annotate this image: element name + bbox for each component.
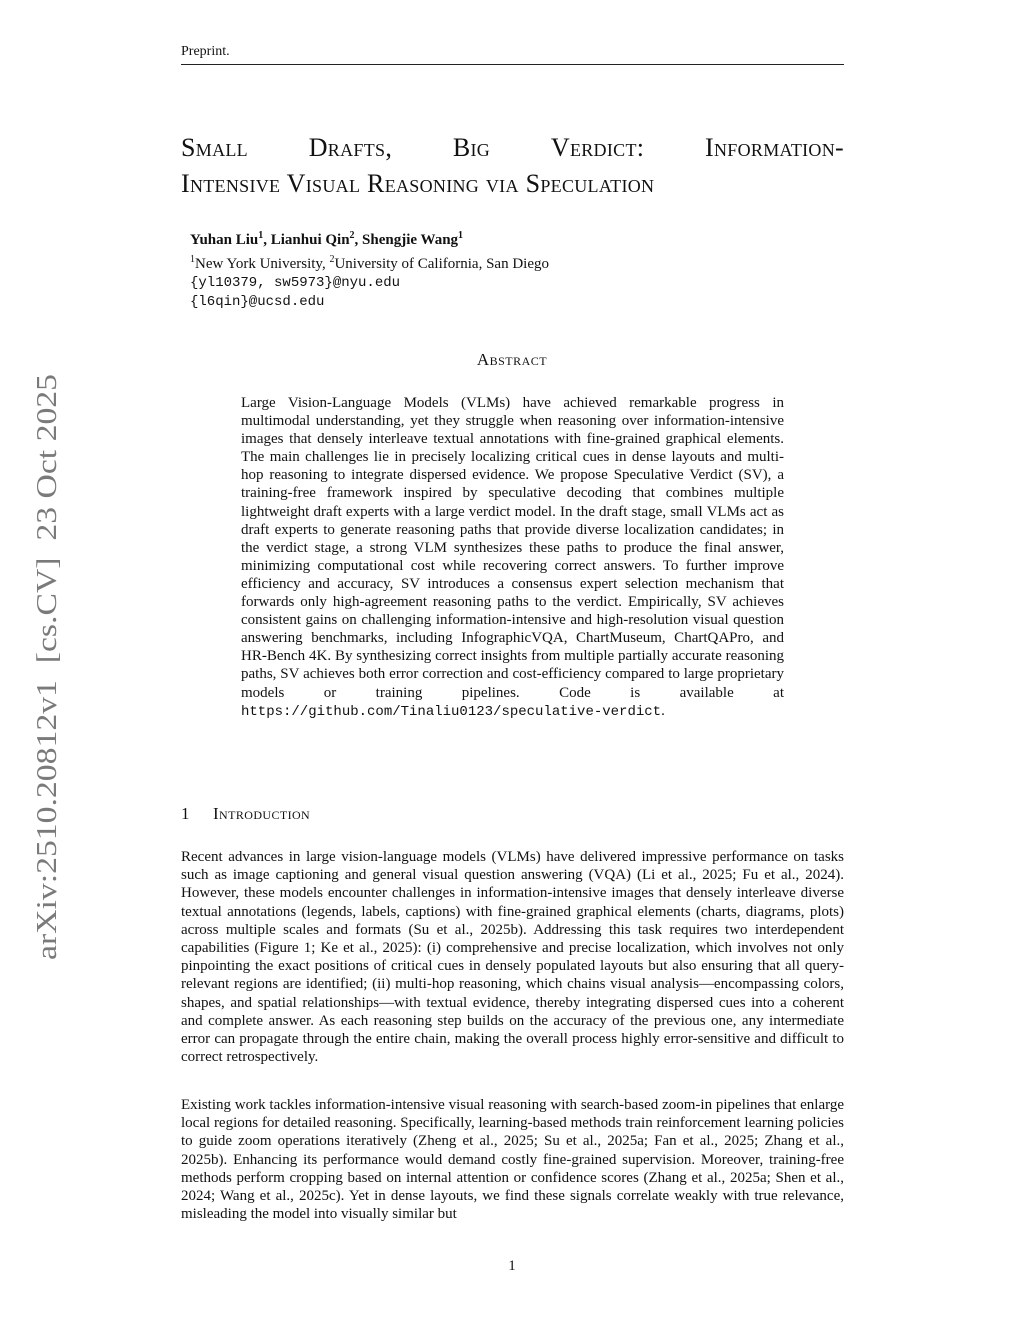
- page-number: 1: [508, 1258, 516, 1274]
- title-word: Drafts,: [308, 133, 393, 162]
- abstract-heading: Abstract: [476, 350, 548, 369]
- affiliation-mark: 2: [329, 254, 335, 265]
- affiliation-text: University of California, San Diego: [334, 256, 549, 272]
- affiliation-text: New York University,: [195, 256, 330, 272]
- author-names: Yuhan Liu$^1$, Lianhui Qin$^2$, Shengjie Wang$^1$: [190, 230, 464, 248]
- author-name: Shengjie Wang: [362, 232, 459, 248]
- section-title: Introduction: [213, 804, 311, 823]
- running-head: Preprint.: [181, 44, 844, 65]
- title-word: Information-: [705, 133, 844, 162]
- section-heading: [181, 804, 310, 824]
- author-name: Yuhan Liu: [190, 232, 259, 248]
- affiliation-mark: 2: [349, 230, 355, 241]
- author-block: [190, 226, 549, 312]
- section-number: 1: [181, 804, 190, 823]
- arxiv-stamp-text: arXiv:2510.20812v1 [cs.CV] 23 Oct 2025: [31, 455, 63, 960]
- email-ucsd: {l6qin}@ucsd.edu: [190, 294, 325, 310]
- arxiv-stamp: [26, 372, 66, 962]
- affiliation-mark: 1: [190, 254, 195, 265]
- intro-paragraph-1: Recent advances in large vision-language models (VLMs) have delivered impressive performance on tasks such as image captioning and general visual question answering (VQA) (Li et al., 2025; Fu et al., 2024). However, these models encounter challenges in information-intensive images that densely interleave diverse textual annotations (legends, labels, captions) with fine-grained graphical elements (charts, diagrams, plots) across multiple scales and formats (Su et al., 2025b). Addressing this task requires two interdependent capabilities (Figure 1; Ke et al., 2025): (i) comprehensive and precise localization, which involves not only pinpointing the exact positions of critical cues in densely populated layouts but also ensuring that all query-relevant regions are identified; (ii) multi-hop reasoning, which chains visual analysis—encompassing colors, shapes, and spatial relationships—with textual evidence, thereby integrating dispersed cues into a coherent and complete answer. As each reasoning step builds on the accuracy of the previous one, any intermediate error can propagate through the entire chain, making the overall process highly error-sensitive and difficult to correct retrospectively.: [181, 849, 844, 1066]
- title-line-2: Intensive Visual Reasoning via Speculation: [181, 169, 655, 198]
- abstract-text: Large Vision-Language Models (VLMs) have achieved remarkable progress in multimodal understanding, yet they struggle when reasoning over information-intensive images that densely interleave textual annotations with fine-grained graphical elements. The main challenges lie in precisely localizing critical cues in dense layouts and multi-hop reasoning to integrate dispersed evidence. We propose Speculative Verdict (SV), a training-free framework inspired by speculative decoding that combines multiple lightweight draft experts with a large verdict model. In the draft stage, small VLMs act as draft experts to generate reasoning paths that provide diverse localization candidates; in the verdict stage, a strong VLM synthesizes these paths to produce the final answer, minimizing computational cost while recovering correct answers. To further improve efficiency and accuracy, SV introduces a consensus expert selection mechanism that forwards only high-agreement reasoning paths to the verdict. Empirically, SV achieves consistent gains on challenging information-intensive and high-resolution visual question answering benchmarks, including InfographicVQA, ChartMuseum, ChartQAPro, and HR-Bench 4K. By synthesizing correct insights from multiple partially accurate reasoning paths, SV achieves both error correction and cost-efficiency compared to large proprietary models or training pipelines. Code is available at: [241, 395, 784, 701]
- affiliation-mark: 1: [258, 230, 264, 241]
- email-nyu: {yl10379, sw5973}@nyu.edu: [190, 275, 401, 291]
- abstract-body: [241, 394, 784, 721]
- abstract-end: .: [661, 702, 665, 719]
- intro-paragraph-2: Existing work tackles information-intensive visual reasoning with search-based zoom-in pipelines that enlarge local regions for detailed reasoning. Specifically, learning-based methods train reinforcement learning policies to guide zoom operations iteratively (Zheng et al., 2025; Su et al., 2025a; Fan et al., 2025; Zhang et al., 2025b). Enhancing its performance would demand costly fine-grained supervision. Moreover, training-free methods perform cropping based on internal attention or confidence scores (Zhang et al., 2025a; Shen et al., 2024; Wang et al., 2025c). Yet in dense layouts, we find these signals correlate weakly with true relevance, misleading the model into visually similar but: [181, 1097, 844, 1223]
- title-word: Verdict:: [550, 133, 645, 162]
- code-link[interactable]: https://github.com/Tinaliu0123/speculative-verdict: [241, 703, 662, 720]
- title-line-1: [181, 130, 844, 166]
- title-word: Big: [452, 133, 491, 162]
- author-name: Lianhui Qin: [270, 232, 350, 248]
- paper-title: [181, 130, 844, 202]
- affiliations: [190, 250, 549, 274]
- title-word: Small: [181, 133, 248, 162]
- affiliation-mark: 1: [458, 230, 464, 241]
